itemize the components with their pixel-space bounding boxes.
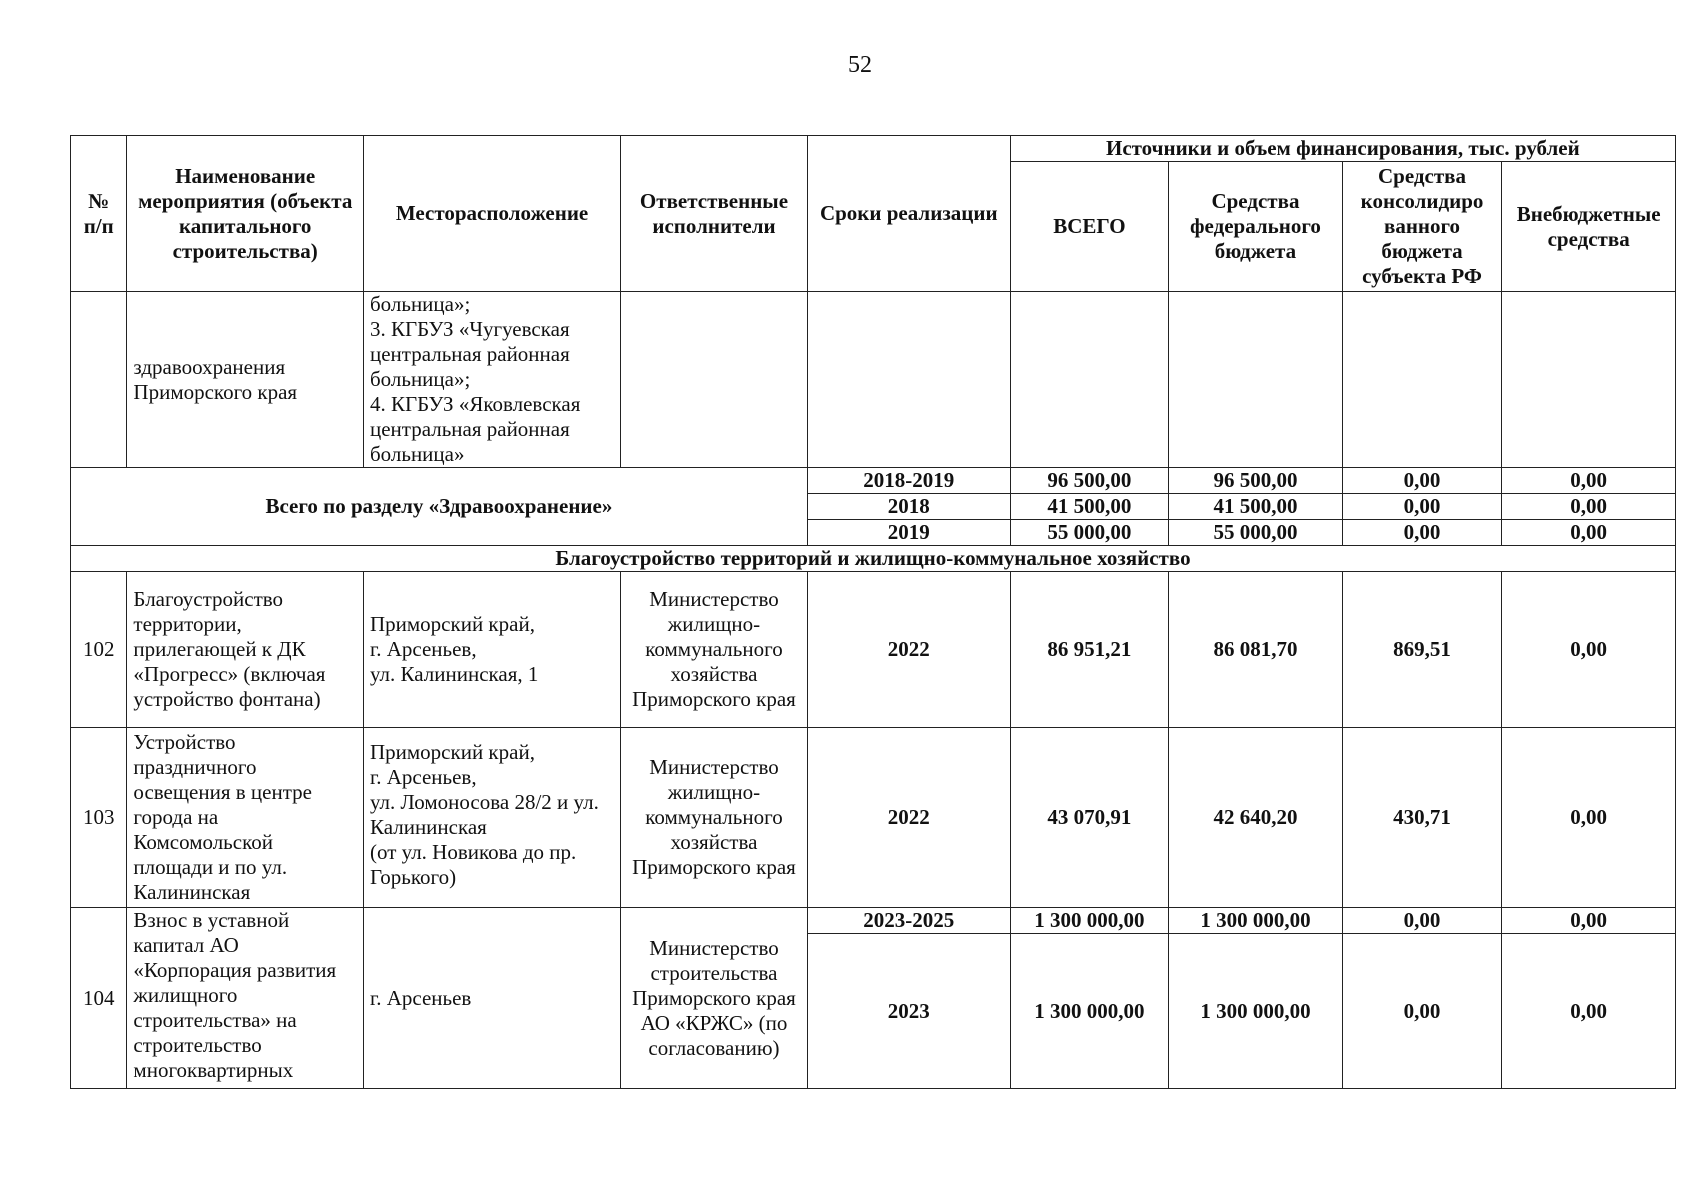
- header-total: ВСЕГО: [1010, 162, 1168, 292]
- header-location: Месторасположение: [363, 136, 620, 292]
- table-row: 102 Благоустройство территории, прилегающей к ДК «Прогресс» (включая устройство фонтана) Приморский край, г. Арсеньев, ул. Калининская, 1 Министерство жилищно-коммунального хозяйства Приморского края 2022 86 951,21 86 081,70 869,51 0,00: [71, 572, 1676, 728]
- section-title: Благоустройство территорий и жилищно-коммунальное хозяйство: [71, 546, 1676, 572]
- table-row-health-total: Всего по разделу «Здравоохранение» 2018-2019 96 500,00 96 500,00 0,00 0,00: [71, 468, 1676, 494]
- header-extra: Внебюджетные средства: [1502, 162, 1676, 292]
- header-terms: Сроки реализации: [807, 136, 1010, 292]
- header-federal: Средства федерального бюджета: [1169, 162, 1343, 292]
- table-row: 2023 1 300 000,00 1 300 000,00 0,00 0,00: [71, 934, 1676, 1089]
- header-name: Наименование мероприятия (объекта капитального строительства): [127, 136, 364, 292]
- header-num: № п/п: [71, 136, 127, 292]
- header-executors: Ответственные исполнители: [621, 136, 808, 292]
- health-total-label: Всего по разделу «Здравоохранение»: [71, 468, 808, 546]
- table-row-health-total: 2018 41 500,00 41 500,00 0,00 0,00: [71, 494, 1676, 520]
- table-row: 104 Взнос в уставной капитал АО «Корпорация развития жилищного строительства» на строительство многоквартирных г. Арсеньев Министерство строительства Приморского края АО «КРЖС» (по согласованию) 2023-2025 1 300 000,00 1 300 000,00 0,00 0,00: [71, 908, 1676, 934]
- continuation-location: больница»; 3. КГБУЗ «Чугуевская центральная районная больница»; 4. КГБУЗ «Яковлевская центральная районная больница»: [363, 292, 620, 468]
- financing-table: [70, 135, 1676, 1089]
- table-row-continuation: [71, 292, 1676, 468]
- page-number: 52: [848, 52, 872, 78]
- table-row: 103 Устройство праздничного освещения в центре города на Комсомольской площади и по ул. Калининская Приморский край, г. Арсеньев, ул. Ломоносова 28/2 и ул. Калининская (от ул. Новикова до пр. Горького) Министерство жилищно-коммунального хозяйства Приморского края 2022 43 070,91 42 640,20 430,71 0,00: [71, 728, 1676, 908]
- header-sources: Источники и объем финансирования, тыс. рублей: [1010, 136, 1675, 162]
- table-row-health-total: 2019 55 000,00 55 000,00 0,00 0,00: [71, 520, 1676, 546]
- continuation-name: здравоохранения Приморского края: [127, 292, 364, 468]
- section-title-row: [71, 546, 1676, 572]
- header-regional: Средства консолидиро ванного бюджета субъекта РФ: [1342, 162, 1502, 292]
